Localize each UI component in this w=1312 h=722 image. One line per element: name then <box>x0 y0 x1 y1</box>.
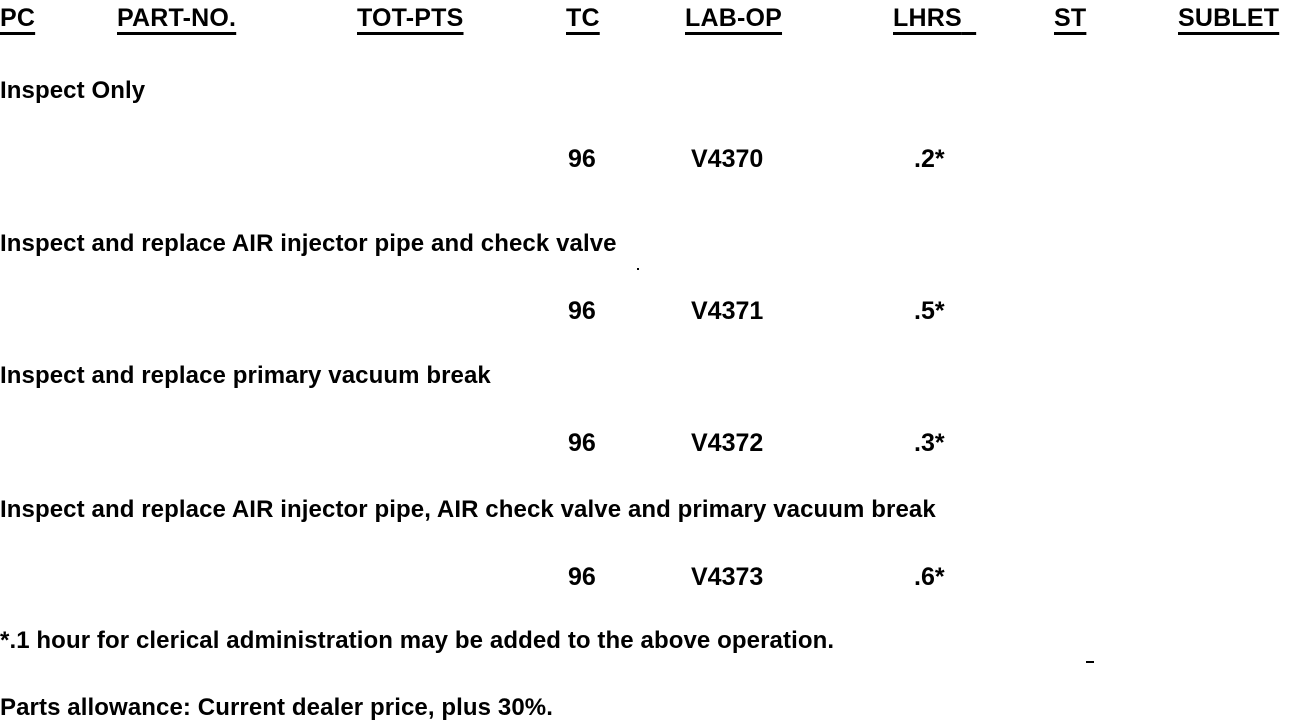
operation-tc: 96 <box>568 429 596 457</box>
operation-description: Inspect and replace primary vacuum break <box>0 362 491 389</box>
header-tc: TC <box>566 4 600 32</box>
header-st: ST <box>1054 4 1087 32</box>
parts-allowance: Parts allowance: Current dealer price, plus 30%. <box>0 694 554 721</box>
header-lhrs: LHRS <box>893 4 962 32</box>
operation-lab-op: V4372 <box>691 429 764 457</box>
operation-tc: 96 <box>568 563 596 591</box>
footnote: *.1 hour for clerical administration may be added to the above operation. <box>0 627 835 654</box>
header-lab-op: LAB-OP <box>685 4 783 32</box>
scan-speck <box>637 268 639 270</box>
scan-speck <box>1086 661 1094 663</box>
operation-description: Inspect and replace AIR injector pipe, AIR check valve and primary vacuum break <box>0 496 936 523</box>
operation-lab-op: V4373 <box>691 563 764 591</box>
operation-description: Inspect and replace AIR injector pipe and check valve <box>0 230 617 257</box>
header-part-no: PART-NO. <box>117 4 237 32</box>
operation-lab-op: V4371 <box>691 297 764 325</box>
operation-tc: 96 <box>568 145 596 173</box>
operation-tc: 96 <box>568 297 596 325</box>
operation-description: Inspect Only <box>0 77 146 104</box>
header-sublet: SUBLET <box>1178 4 1280 32</box>
operation-lab-op: V4370 <box>691 145 764 173</box>
operation-lhrs: .3* <box>914 429 945 457</box>
header-pc: PC <box>0 4 36 32</box>
operation-lhrs: .6* <box>914 563 945 591</box>
operation-lhrs: .2* <box>914 145 945 173</box>
header-tot-pts: TOT-PTS <box>357 4 464 32</box>
operation-lhrs: .5* <box>914 297 945 325</box>
